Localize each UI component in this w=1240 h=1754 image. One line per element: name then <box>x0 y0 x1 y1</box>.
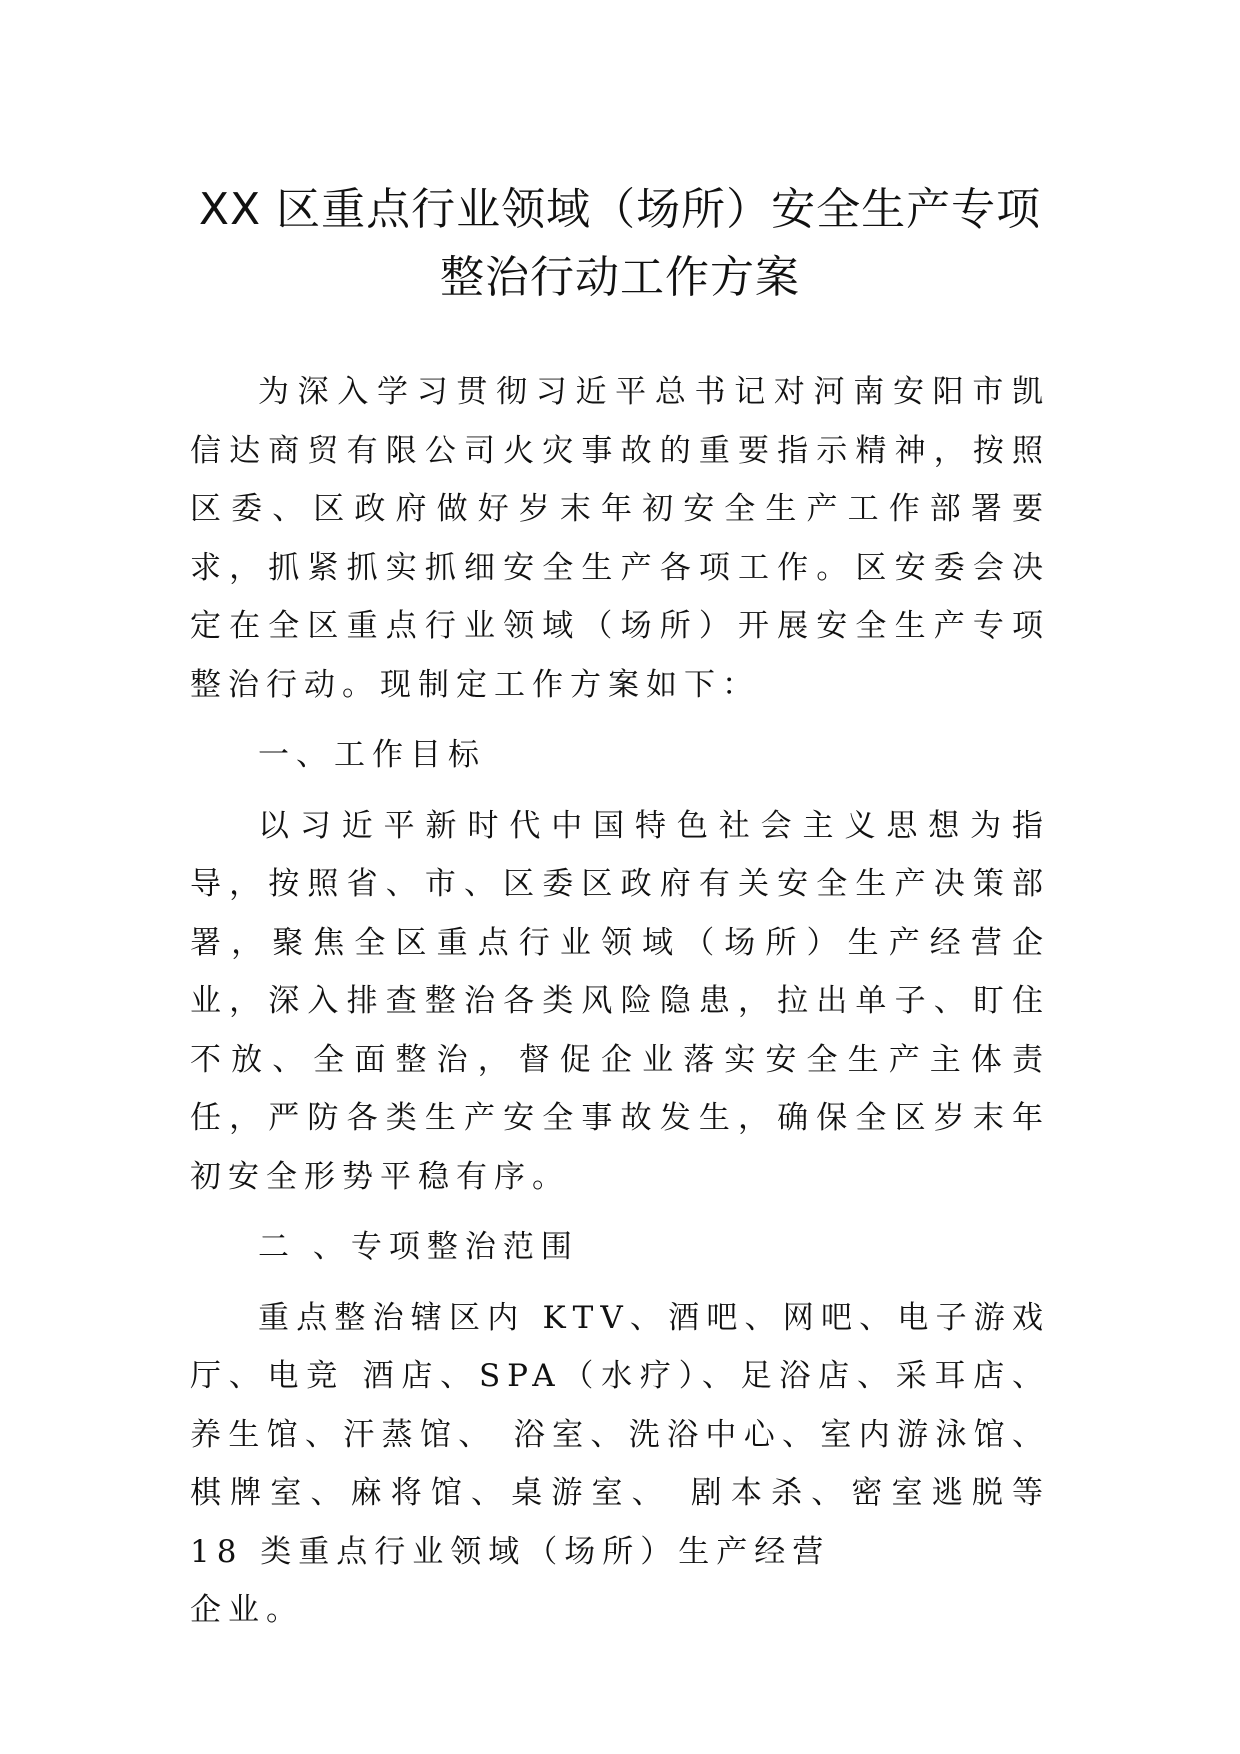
section-1-paragraph: 以习近平新时代中国特色社会主义思想为指导，按照省、市、区委区政府有关安全生产决策部署，聚焦全区重点行业领域（场所）生产经营企业，深入排查整治各类风险隐患，拉出单子、盯住不放、全面整治，督促企业落实安全生产主体责任，严防各类生产安全事故发生，确保全区岁末年初安全形势平稳有序。 <box>190 807 1050 1195</box>
section-2-paragraph: 重点整治辖区内 KTV、酒吧、网吧、电子游戏厅、电竞 酒店、SPA（水疗）、足浴店、采耳店、养生馆、汗蒸馆、 浴室、洗浴中心、室内游泳馆、棋牌室、麻将馆、桌游室、 剧本杀、密室逃脱等 18 类重点行业领域（场所）生产经营 <box>190 1299 1050 1570</box>
title-line-2: 整治行动工作方案 <box>440 252 800 303</box>
section-2-paragraph-tail: 企业。 <box>190 1592 304 1628</box>
section-1-heading: 一、工作目标 <box>258 737 486 773</box>
intro-paragraph: 为深入学习贯彻习近平总书记对河南安阳市凯信达商贸有限公司火灾事故的重要指示精神，按照区委、区政府做好岁末年初安全生产工作部署要求，抓紧抓实抓细安全生产各项工作。区安委会决定在全区重点行业领域（场所）开展安全生产专项整治行动。现制定工作方案如下： <box>190 374 1050 703</box>
document-title <box>0 176 1240 312</box>
title-line-1: XX 区重点行业领域（场所）安全生产专项 <box>198 184 1042 235</box>
section-2-heading: 二 、专项整治范围 <box>258 1229 579 1265</box>
document-body <box>190 363 1050 1640</box>
